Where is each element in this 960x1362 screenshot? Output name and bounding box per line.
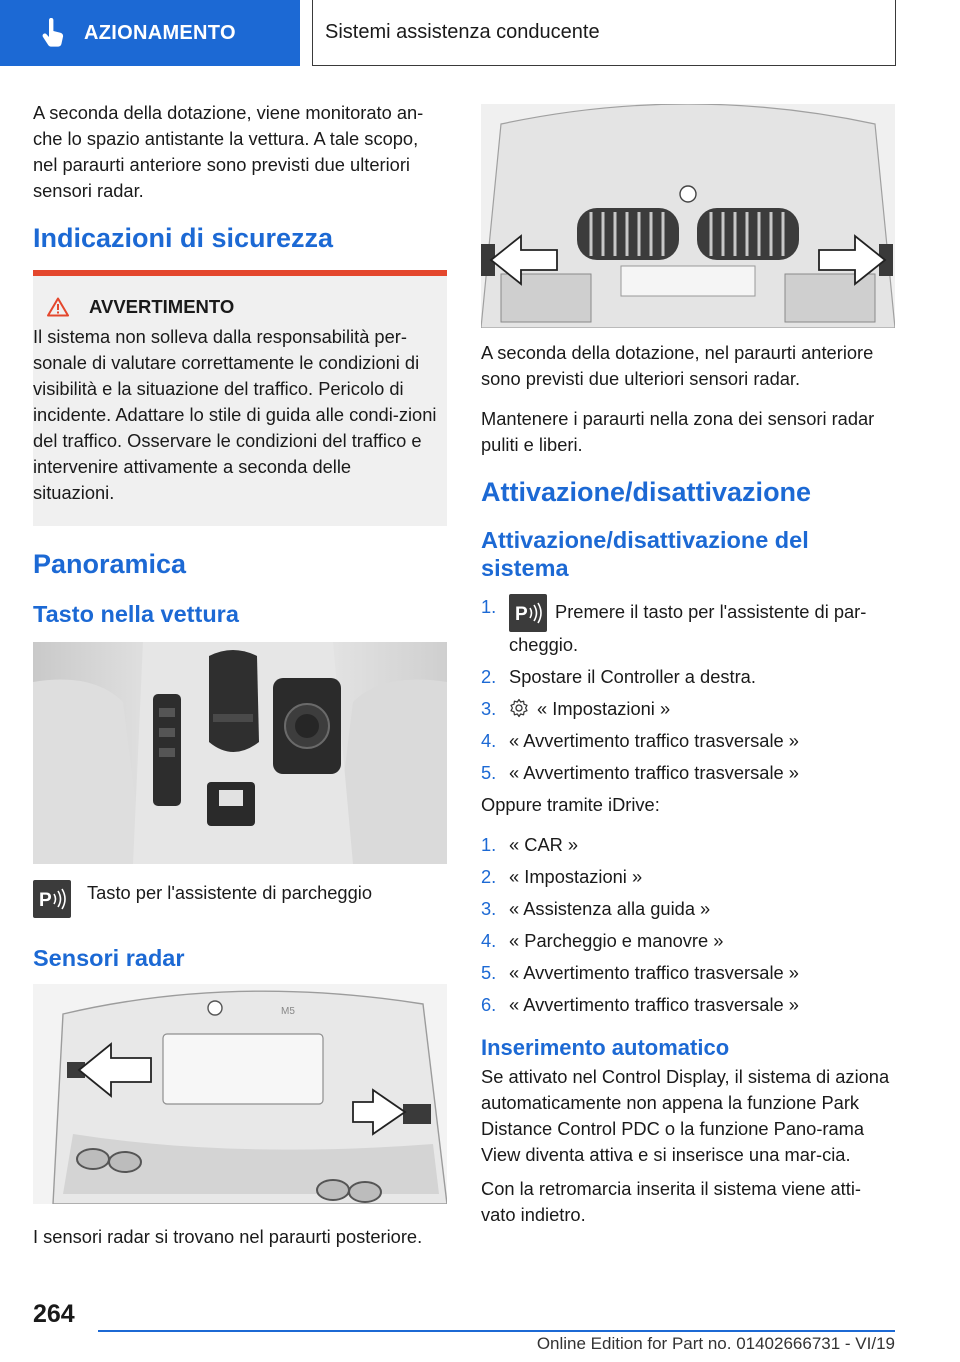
svg-text:M5: M5: [281, 1006, 295, 1017]
list-item: [481, 992, 895, 1018]
gear-icon: [509, 698, 529, 718]
svg-text:P: P: [39, 890, 52, 911]
left-column: [33, 100, 447, 1262]
footer-divider: [98, 1330, 895, 1332]
step-number: 1.: [481, 834, 497, 855]
list-item: [481, 696, 895, 722]
rear-bumper-image: [33, 984, 447, 1204]
radar-caption: I sensori radar si trovano nel paraurti posteriore.: [33, 1226, 423, 1247]
list-item: [481, 832, 895, 858]
step-number: 3.: [481, 898, 497, 919]
front-bumper-image: [481, 104, 895, 328]
front-caption: A seconda della dotazione, nel paraurti anteriore sono previsti due ulteriori sensori radar.: [481, 342, 874, 389]
list-item: [481, 960, 895, 986]
activation-steps: [481, 594, 895, 786]
chapter-title: Sistemi assistenza conducente: [312, 0, 896, 66]
step-number: 5.: [481, 762, 497, 783]
park-assist-icon: [509, 594, 547, 632]
step-number: 2.: [481, 866, 497, 887]
step-number: 6.: [481, 994, 497, 1015]
step-number: 4.: [481, 730, 497, 751]
list-item: [481, 864, 895, 890]
idrive-steps: [481, 832, 895, 1018]
warning-title: [47, 294, 437, 320]
step-label: « Assistenza alla guida »: [509, 898, 711, 919]
warning-title-text: AVVERTIMENTO: [89, 296, 235, 317]
step-label: « Impostazioni »: [537, 698, 671, 719]
button-heading: Tasto nella vettura: [33, 601, 239, 627]
page-header: [0, 0, 960, 66]
step-label: Premere il tasto per l'assistente di par-cheggio.: [509, 600, 867, 655]
section-label: AZIONAMENTO: [84, 21, 236, 44]
section-tab: [0, 0, 300, 66]
list-item: [481, 728, 895, 754]
front-bumper-photo: [481, 104, 895, 328]
console-photo: [33, 642, 447, 864]
right-column: [481, 100, 895, 1240]
safety-heading: Indicazioni di sicurezza: [33, 223, 334, 253]
system-heading: Attivazione/disattivazione del sistema: [481, 527, 809, 581]
warning-box: [33, 270, 447, 526]
page-number: 264: [33, 1300, 75, 1328]
center-console-image: [33, 642, 447, 864]
step-number: 2.: [481, 666, 497, 687]
warning-text: Il sistema non solleva dalla responsabilità per-sonale di valutare correttamente le condizioni di visibilità e la situazione del traffico. Pericolo di incidente. Adattare lo stile di guida alle condi-zioni del traffico. Osservare le condizioni del traffico e intervenire attivamente a seconda delle situazioni.: [33, 326, 437, 503]
intro-paragraph: A seconda della dotazione, viene monitorato an-che lo spazio antistante la vettura. A tale scopo, nel paraurti anteriore sono previsti due ulteriori sensori radar.: [33, 102, 424, 201]
activation-heading: Attivazione/disattivazione: [481, 477, 812, 507]
hand-tap-icon: [40, 18, 66, 48]
button-caption-row: [33, 880, 447, 918]
step-number: 1.: [481, 596, 497, 617]
button-caption: Tasto per l'assistente di parcheggio: [87, 882, 372, 903]
radar-heading: Sensori radar: [33, 945, 185, 971]
list-item: [481, 594, 895, 658]
edition-text: Online Edition for Part no. 01402666731 - VI/19: [536, 1334, 895, 1353]
park-assist-icon: [33, 880, 71, 918]
list-item: [481, 928, 895, 954]
list-item: [481, 664, 895, 690]
step-label: « Parcheggio e manovre »: [509, 930, 724, 951]
step-label: « Impostazioni »: [509, 866, 643, 887]
step-number: 5.: [481, 962, 497, 983]
list-item: [481, 896, 895, 922]
rear-bumper-photo: [33, 984, 447, 1204]
reverse-text: Con la retromarcia inserita il sistema viene atti-vato indietro.: [481, 1178, 861, 1225]
step-label: « CAR »: [509, 834, 579, 855]
auto-text: Se attivato nel Control Display, il sistema di aziona automaticamente non appena la funzione Park Distance Control PDC o la funzione Pano-rama View diventa attiva e si inserisce una mar-cia.: [481, 1066, 890, 1165]
step-number: 3.: [481, 698, 497, 719]
step-text: [509, 594, 895, 658]
svg-text:P: P: [515, 604, 528, 625]
step-label: « Avvertimento traffico trasversale »: [509, 994, 799, 1015]
auto-heading: Inserimento automatico: [481, 1035, 730, 1060]
step-label: « Avvertimento traffico trasversale »: [509, 730, 799, 751]
step-label: Spostare il Controller a destra.: [509, 666, 756, 687]
step-label: « Avvertimento traffico trasversale »: [509, 962, 799, 983]
keep-clean-text: Mantenere i paraurti nella zona dei sensori radar puliti e liberi.: [481, 408, 875, 455]
step-label: « Avvertimento traffico trasversale »: [509, 762, 799, 783]
overview-heading: Panoramica: [33, 549, 187, 579]
list-item: [481, 760, 895, 786]
warning-triangle-icon: [47, 297, 69, 317]
step-number: 4.: [481, 930, 497, 951]
idrive-intro: Oppure tramite iDrive:: [481, 794, 660, 815]
step-text: [509, 696, 895, 722]
